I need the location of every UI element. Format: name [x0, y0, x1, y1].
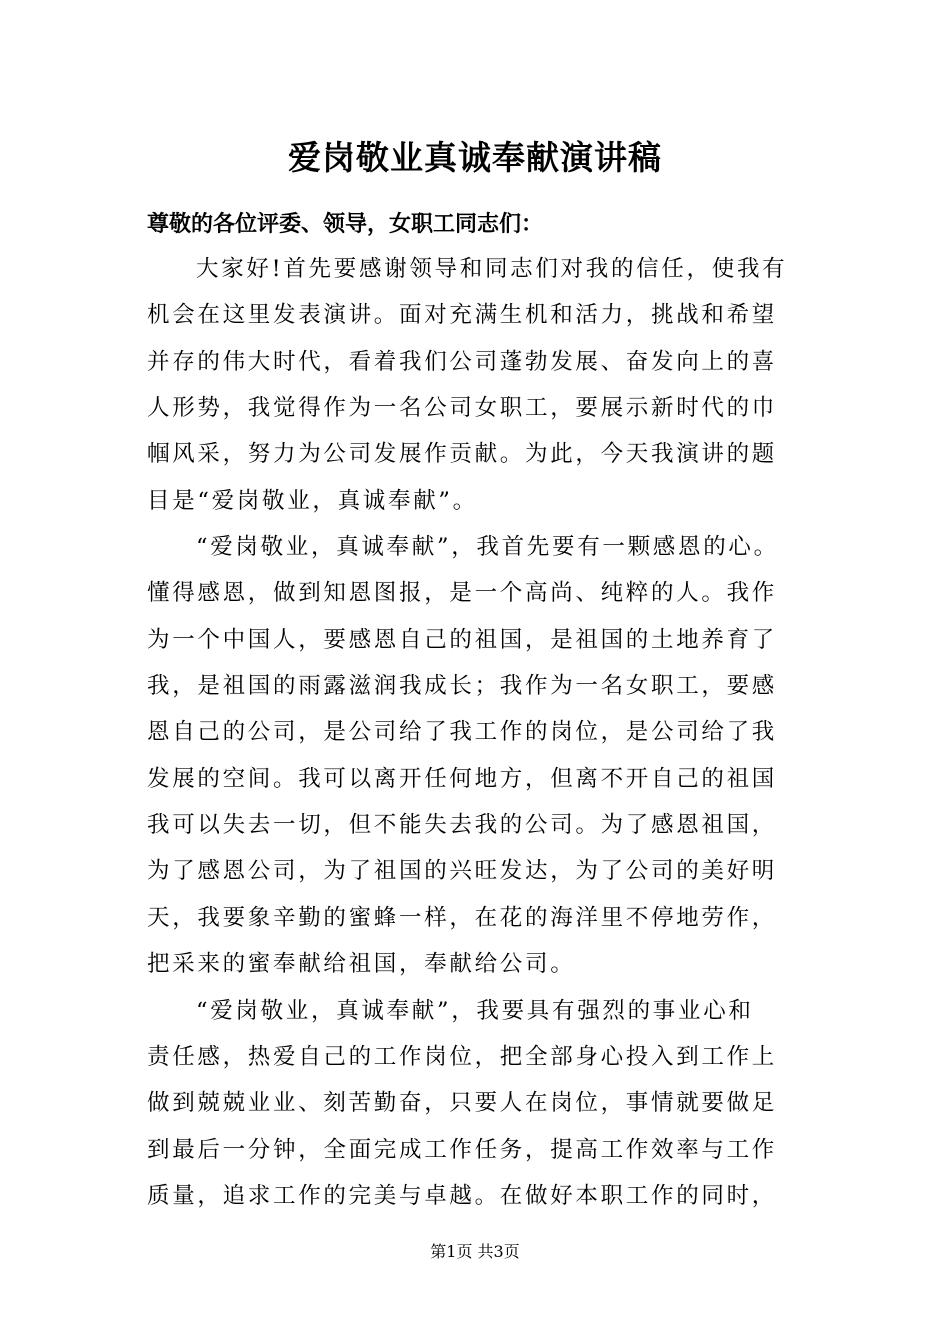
paragraph-line: 大家好!首先要感谢领导和同志们对我的信任，使我有 [196, 256, 788, 282]
paragraph-line: 做到兢兢业业、刻苦勤奋，只要人在岗位，事情就要做足 [147, 1090, 778, 1117]
paragraph-line: “爱岗敬业，真诚奉献”，我首先要有一颗感恩的心。 [196, 534, 779, 561]
paragraph-line: 为了感恩公司，为了祖国的兴旺发达，为了公司的美好明 [147, 858, 778, 885]
paragraph-line: 发展的空间。我可以离开任何地方，但离不开自己的祖国 [147, 765, 778, 792]
paragraph-line: 责任感，热爱自己的工作岗位，把全部身心投入到工作上 [147, 1043, 778, 1070]
document-title: 爱岗敬业真诚奉献演讲稿 [288, 138, 662, 177]
paragraph-line: 恩自己的公司，是公司给了我工作的岗位，是公司给了我 [147, 719, 778, 746]
body-text [147, 253, 847, 1226]
page-footer: 第1页 共3页 [430, 1242, 520, 1261]
paragraph-line: 质量，追求工作的完美与卓越。在做好本职工作的同时， [147, 1182, 778, 1209]
paragraph-line: 为一个中国人，要感恩自己的祖国，是祖国的土地养育了 [147, 626, 778, 653]
paragraph-line: 我可以失去一切，但不能失去我的公司。为了感恩祖国， [147, 812, 778, 839]
paragraph-line: “爱岗敬业，真诚奉献”，我要具有强烈的事业心和 [196, 997, 754, 1024]
paragraph-line: 到最后一分钟，全面完成工作任务，提高工作效率与工作 [147, 1136, 778, 1163]
paragraph-line: 天，我要象辛勤的蜜蜂一样，在花的海洋里不停地劳作， [147, 904, 778, 931]
salutation: 尊敬的各位评委、领导，女职工同志们： [147, 211, 544, 237]
paragraph-line: 机会在这里发表演讲。面对充满生机和活力，挑战和希望 [147, 302, 778, 329]
paragraph-line: 我，是祖国的雨露滋润我成长；我作为一名女职工，要感 [147, 673, 778, 700]
paragraph-line: 把采来的蜜奉献给祖国，奉献给公司。 [147, 951, 576, 978]
paragraph-line: 懂得感恩，做到知恩图报，是一个高尚、纯粹的人。我作 [147, 580, 778, 607]
paragraph-line: 人形势，我觉得作为一名公司女职工，要展示新时代的巾 [147, 395, 778, 422]
paragraph-line: 并存的伟大时代，看着我们公司蓬勃发展、奋发向上的喜 [147, 348, 778, 375]
paragraph-line: 目是“爱岗敬业，真诚奉献”。 [147, 487, 478, 514]
paragraph-line: 帼风采，努力为公司发展作贡献。为此，今天我演讲的题 [147, 441, 778, 468]
